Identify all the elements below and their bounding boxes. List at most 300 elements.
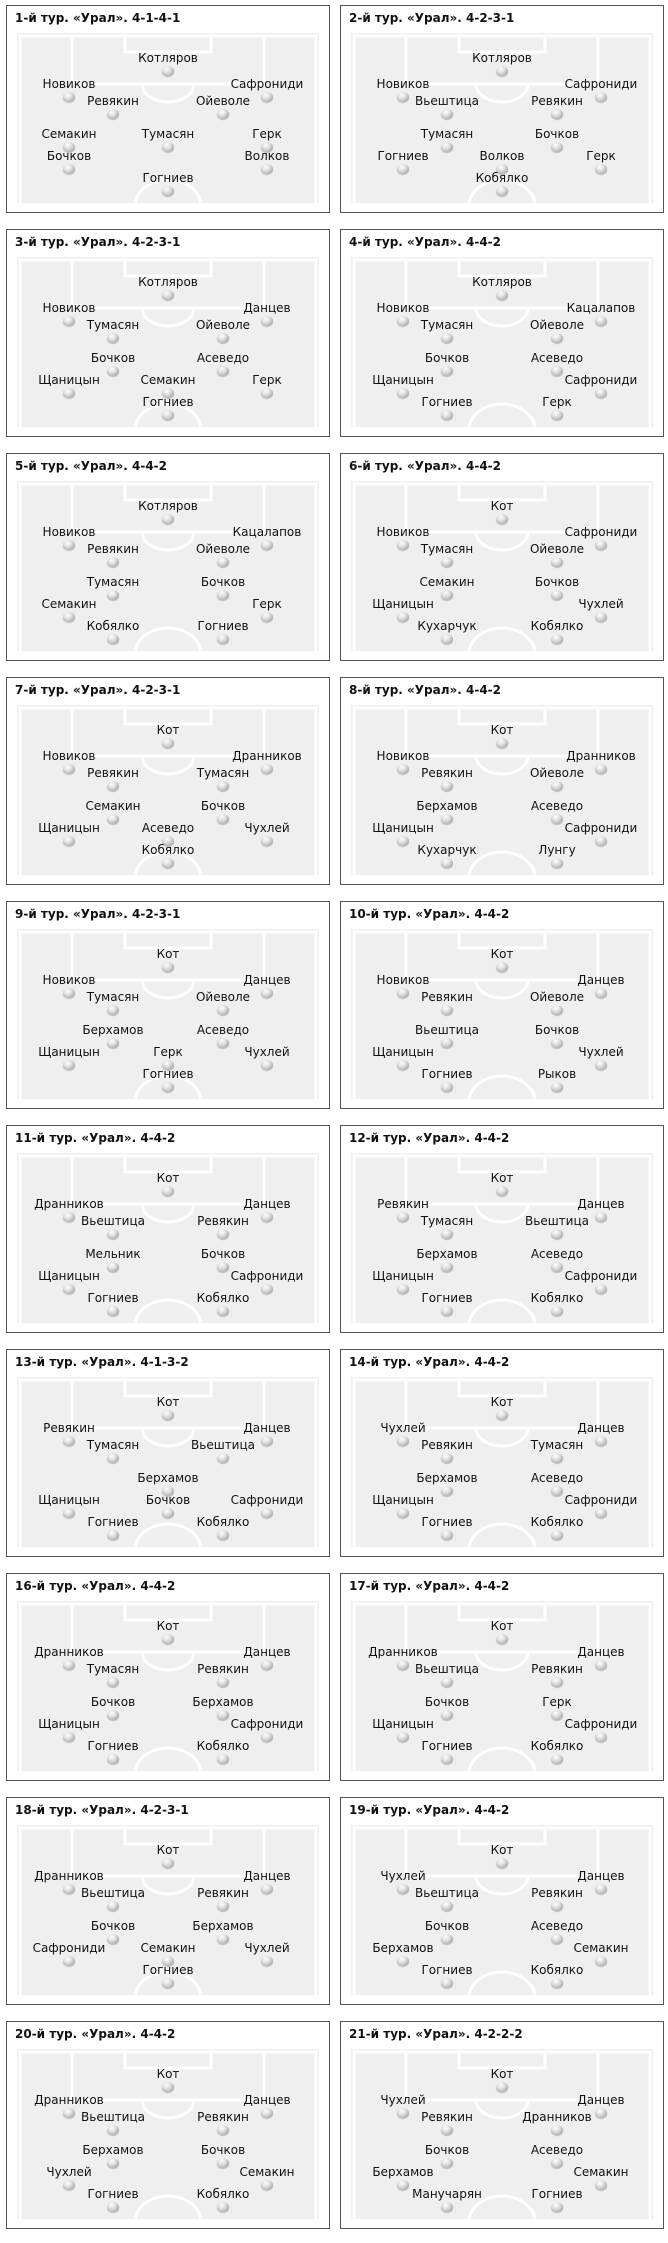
player-dot-icon (551, 2202, 563, 2212)
player-name: Ревякин (87, 766, 139, 780)
player-dot-icon (261, 164, 273, 174)
player-name: Гогниев (87, 1291, 139, 1305)
player-marker (372, 1941, 434, 1962)
player-dot-icon (261, 388, 273, 398)
player-name: Бочков (424, 351, 470, 365)
player-dot-icon (496, 962, 508, 972)
player-marker (81, 1886, 145, 1907)
pitch (351, 1153, 653, 1323)
player-name: Чухлей (578, 1045, 624, 1059)
player-dot-icon (551, 781, 563, 791)
player-dot-icon (261, 764, 273, 774)
player-marker (421, 1515, 473, 1536)
player-dot-icon (397, 2180, 409, 2190)
lineup-card (340, 1573, 664, 1781)
player-dot-icon (217, 333, 229, 343)
player-dot-icon (107, 1306, 119, 1316)
player-name: Гогниев (87, 2187, 139, 2201)
player-dot-icon (595, 2108, 607, 2118)
player-marker (479, 149, 525, 170)
player-marker (200, 2143, 246, 2164)
player-dot-icon (217, 1306, 229, 1316)
player-name: Кот (490, 1843, 514, 1857)
player-marker (239, 2165, 295, 2186)
player-marker (380, 1421, 426, 1442)
player-marker (243, 1197, 291, 1218)
player-dot-icon (162, 290, 174, 300)
player-name: Бочков (46, 149, 92, 163)
player-name: Данцев (243, 1645, 291, 1659)
player-marker (197, 1214, 249, 1235)
player-marker (156, 1171, 180, 1192)
player-marker (140, 373, 196, 394)
player-marker (243, 301, 291, 322)
player-marker (530, 2143, 584, 2164)
player-marker (415, 1662, 479, 1683)
player-marker (38, 373, 100, 394)
player-dot-icon (63, 92, 75, 102)
player-name: Щаницын (38, 821, 100, 835)
player-name: Сафрониди (564, 1493, 638, 1507)
player-marker (196, 1291, 250, 1312)
player-dot-icon (63, 1060, 75, 1070)
player-name: Кот (490, 1619, 514, 1633)
player-marker (252, 597, 282, 618)
player-marker (372, 821, 434, 842)
player-marker (42, 973, 96, 994)
player-dot-icon (397, 1436, 409, 1446)
player-dot-icon (441, 634, 453, 644)
player-dot-icon (595, 1436, 607, 1446)
player-marker (380, 2093, 426, 2114)
player-dot-icon (397, 540, 409, 550)
player-name: Гогниев (197, 619, 249, 633)
player-name: Асеведо (530, 1919, 584, 1933)
player-name: Данцев (577, 2093, 625, 2107)
player-marker (490, 723, 514, 744)
player-marker (230, 77, 304, 98)
player-dot-icon (551, 333, 563, 343)
player-marker (142, 1067, 194, 1088)
player-name: Берхамов (137, 1471, 199, 1485)
player-dot-icon (63, 612, 75, 622)
player-marker (475, 171, 529, 192)
player-name: Сафрониди (32, 1941, 106, 1955)
player-dot-icon (261, 1956, 273, 1966)
player-marker (192, 1919, 254, 1940)
player-marker (421, 1291, 473, 1312)
player-dot-icon (551, 366, 563, 376)
player-dot-icon (63, 164, 75, 174)
player-marker (421, 990, 473, 1011)
player-marker (196, 351, 250, 372)
player-name: Сафрониди (230, 77, 304, 91)
pitch (17, 257, 319, 427)
player-dot-icon (551, 2158, 563, 2168)
player-name: Гогниев (142, 395, 194, 409)
player-dot-icon (441, 814, 453, 824)
player-dot-icon (397, 388, 409, 398)
lineup-title: 11-й тур. «Урал». 4-4-2 (15, 1131, 176, 1145)
player-dot-icon (595, 540, 607, 550)
player-dot-icon (441, 1229, 453, 1239)
player-name: Гогниев (377, 149, 429, 163)
player-name: Ойеволе (529, 542, 585, 556)
player-dot-icon (441, 1005, 453, 1015)
player-dot-icon (551, 1901, 563, 1911)
lineup-title: 20-й тур. «Урал». 4-4-2 (15, 2027, 176, 2041)
player-dot-icon (107, 590, 119, 600)
player-dot-icon (217, 1754, 229, 1764)
player-marker (156, 947, 180, 968)
pitch (17, 1153, 319, 1323)
player-dot-icon (551, 1978, 563, 1988)
player-name: Ревякин (421, 766, 473, 780)
player-marker (417, 843, 477, 864)
player-marker (577, 2093, 625, 2114)
player-name: Ойеволе (529, 990, 585, 1004)
player-dot-icon (107, 1901, 119, 1911)
player-marker (34, 1645, 104, 1666)
player-name: Семакин (41, 597, 97, 611)
player-dot-icon (441, 1978, 453, 1988)
player-name: Щаницын (372, 1717, 434, 1731)
player-name: Ревякин (197, 2110, 249, 2124)
player-name: Гогниев (421, 395, 473, 409)
player-marker (415, 1886, 479, 1907)
player-dot-icon (496, 2082, 508, 2092)
player-dot-icon (595, 1060, 607, 1070)
player-dot-icon (107, 1677, 119, 1687)
player-name: Гогниев (87, 1739, 139, 1753)
player-name: Новиков (376, 77, 430, 91)
player-marker (415, 94, 479, 115)
player-marker (38, 1717, 100, 1738)
player-name: Гогниев (87, 1515, 139, 1529)
player-dot-icon (63, 1436, 75, 1446)
player-marker (530, 1291, 584, 1312)
player-marker (586, 149, 616, 170)
player-dot-icon (107, 1453, 119, 1463)
player-marker (230, 1717, 304, 1738)
lineup-card (340, 1797, 664, 2005)
player-dot-icon (441, 1486, 453, 1496)
player-name: Асеведо (196, 351, 250, 365)
player-dot-icon (551, 410, 563, 420)
player-dot-icon (595, 92, 607, 102)
player-dot-icon (217, 1677, 229, 1687)
player-name: Новиков (376, 973, 430, 987)
pitch (351, 1377, 653, 1547)
player-name: Дранников (566, 749, 636, 763)
player-name: Кобялко (196, 2187, 250, 2201)
player-marker (230, 1493, 304, 1514)
player-marker (530, 351, 584, 372)
player-dot-icon (551, 557, 563, 567)
player-marker (196, 1515, 250, 1536)
player-name: Кот (156, 947, 180, 961)
player-dot-icon (217, 557, 229, 567)
player-dot-icon (217, 590, 229, 600)
player-marker (38, 1045, 100, 1066)
player-dot-icon (397, 836, 409, 846)
player-name: Асеведо (530, 351, 584, 365)
player-marker (197, 1886, 249, 1907)
player-marker (87, 1515, 139, 1536)
player-name: Бочков (145, 1493, 191, 1507)
player-marker (490, 1619, 514, 1640)
player-marker (145, 1493, 191, 1514)
player-dot-icon (441, 858, 453, 868)
player-name: Кухарчук (417, 843, 477, 857)
player-dot-icon (441, 1677, 453, 1687)
player-name: Кобялко (530, 1515, 584, 1529)
player-name: Кобялко (530, 619, 584, 633)
lineup-title: 18-й тур. «Урал». 4-2-3-1 (15, 1803, 189, 1817)
player-name: Тумасян (86, 1438, 140, 1452)
player-name: Бочков (534, 127, 580, 141)
player-name: Сафрониди (564, 77, 638, 91)
player-marker (43, 1421, 95, 1442)
player-dot-icon (107, 634, 119, 644)
player-marker (156, 1619, 180, 1640)
player-dot-icon (107, 1038, 119, 1048)
player-name: Кот (490, 499, 514, 513)
player-dot-icon (107, 2125, 119, 2135)
player-name: Бочков (200, 2143, 246, 2157)
player-name: Асеведо (530, 799, 584, 813)
player-name: Кобялко (530, 1739, 584, 1753)
player-dot-icon (551, 590, 563, 600)
player-name: Сафрониди (564, 373, 638, 387)
player-name: Кот (490, 723, 514, 737)
player-dot-icon (441, 1901, 453, 1911)
player-dot-icon (595, 612, 607, 622)
player-name: Кот (156, 1619, 180, 1633)
player-dot-icon (551, 1005, 563, 1015)
player-name: Чухлей (380, 1869, 426, 1883)
player-name: Щаницын (372, 1269, 434, 1283)
player-name: Гогниев (421, 1963, 473, 1977)
player-dot-icon (397, 1212, 409, 1222)
player-marker (412, 2187, 482, 2208)
player-dot-icon (217, 109, 229, 119)
pitch (17, 33, 319, 203)
player-dot-icon (63, 1660, 75, 1670)
player-name: Дранников (34, 1869, 104, 1883)
player-marker (86, 619, 140, 640)
player-marker (534, 1023, 580, 1044)
player-name: Вьештица (415, 1023, 479, 1037)
player-marker (197, 619, 249, 640)
player-marker (372, 1493, 434, 1514)
player-dot-icon (595, 2180, 607, 2190)
lineup-card (340, 2021, 664, 2229)
player-name: Щаницын (38, 1269, 100, 1283)
lineup-title: 19-й тур. «Урал». 4-4-2 (349, 1803, 510, 1817)
player-dot-icon (162, 142, 174, 152)
player-dot-icon (551, 1710, 563, 1720)
player-marker (421, 1438, 473, 1459)
player-name: Вьештица (415, 1886, 479, 1900)
player-dot-icon (261, 2180, 273, 2190)
player-name: Берхамов (372, 2165, 434, 2179)
player-marker (41, 597, 97, 618)
player-name: Котляров (472, 275, 532, 289)
player-marker (416, 1247, 478, 1268)
player-dot-icon (107, 366, 119, 376)
lineup-title: 17-й тур. «Урал». 4-4-2 (349, 1579, 510, 1593)
player-name: Дранников (34, 2093, 104, 2107)
player-name: Берхамов (192, 1695, 254, 1709)
player-dot-icon (107, 1934, 119, 1944)
player-marker (81, 2110, 145, 2131)
player-marker (86, 318, 140, 339)
player-dot-icon (261, 836, 273, 846)
player-name: Кобялко (196, 1515, 250, 1529)
player-dot-icon (551, 1754, 563, 1764)
player-marker (490, 947, 514, 968)
player-dot-icon (397, 1660, 409, 1670)
player-marker (566, 749, 636, 770)
player-name: Гогниев (421, 1515, 473, 1529)
player-name: Щаницын (372, 373, 434, 387)
player-marker (196, 2187, 250, 2208)
player-name: Дранников (368, 1645, 438, 1659)
player-name: Данцев (577, 1421, 625, 1435)
player-dot-icon (496, 1410, 508, 1420)
player-name: Щаницын (372, 821, 434, 835)
player-dot-icon (595, 1660, 607, 1670)
player-marker (244, 821, 290, 842)
player-name: Кот (490, 2067, 514, 2081)
player-marker (421, 395, 473, 416)
player-name: Кобялко (196, 1739, 250, 1753)
player-dot-icon (551, 2125, 563, 2135)
player-marker (195, 542, 251, 563)
player-name: Новиков (42, 525, 96, 539)
player-name: Ревякин (43, 1421, 95, 1435)
player-dot-icon (595, 764, 607, 774)
player-dot-icon (261, 1884, 273, 1894)
player-marker (90, 351, 136, 372)
player-marker (191, 1438, 255, 1459)
pitch (17, 1377, 319, 1547)
player-name: Герк (252, 373, 282, 387)
player-name: Вьештица (81, 1886, 145, 1900)
player-name: Гогниев (142, 1963, 194, 1977)
player-marker (529, 542, 585, 563)
player-marker (156, 1395, 180, 1416)
player-dot-icon (162, 1978, 174, 1988)
player-marker (490, 2067, 514, 2088)
player-marker (376, 77, 430, 98)
player-marker (372, 597, 434, 618)
player-name: Асеведо (530, 1247, 584, 1261)
player-dot-icon (63, 540, 75, 550)
player-name: Тумасян (86, 318, 140, 332)
player-marker (564, 1269, 638, 1290)
player-name: Берхамов (82, 2143, 144, 2157)
player-marker (525, 1214, 589, 1235)
player-marker (42, 77, 96, 98)
player-dot-icon (63, 1508, 75, 1518)
player-name: Дранников (232, 749, 302, 763)
player-dot-icon (496, 738, 508, 748)
player-dot-icon (63, 988, 75, 998)
player-marker (415, 1023, 479, 1044)
player-marker (86, 990, 140, 1011)
player-marker (87, 94, 139, 115)
player-marker (421, 1067, 473, 1088)
player-name: Берхамов (82, 1023, 144, 1037)
player-name: Гогниев (421, 1067, 473, 1081)
player-dot-icon (441, 1038, 453, 1048)
player-dot-icon (217, 1934, 229, 1944)
player-marker (564, 525, 638, 546)
player-name: Сафрониди (564, 1269, 638, 1283)
player-name: Данцев (243, 973, 291, 987)
player-marker (42, 749, 96, 770)
player-marker (522, 2110, 592, 2131)
player-marker (377, 149, 429, 170)
player-marker (417, 619, 477, 640)
player-marker (195, 318, 251, 339)
player-name: Новиков (376, 301, 430, 315)
player-marker (141, 821, 195, 842)
pitch (17, 929, 319, 1099)
player-name: Бочков (90, 351, 136, 365)
player-dot-icon (595, 988, 607, 998)
player-marker (490, 1395, 514, 1416)
player-dot-icon (162, 1634, 174, 1644)
player-name: Данцев (243, 1197, 291, 1211)
player-marker (156, 2067, 180, 2088)
player-name: Кот (156, 1395, 180, 1409)
player-marker (380, 1869, 426, 1890)
player-marker (421, 1963, 473, 1984)
player-marker (564, 1493, 638, 1514)
lineup-title: 5-й тур. «Урал». 4-4-2 (15, 459, 167, 473)
player-marker (531, 1886, 583, 1907)
player-dot-icon (217, 1453, 229, 1463)
player-dot-icon (162, 514, 174, 524)
player-dot-icon (162, 1508, 174, 1518)
player-name: Щаницын (38, 373, 100, 387)
player-name: Ревякин (531, 94, 583, 108)
player-name: Ревякин (531, 1886, 583, 1900)
pitch (17, 481, 319, 651)
player-dot-icon (551, 1262, 563, 1272)
player-name: Чухлей (578, 597, 624, 611)
player-dot-icon (107, 1530, 119, 1540)
lineup-title: 12-й тур. «Урал». 4-4-2 (349, 1131, 510, 1145)
player-name: Дранников (34, 1645, 104, 1659)
player-dot-icon (397, 764, 409, 774)
player-marker (87, 542, 139, 563)
player-marker (472, 51, 532, 72)
player-dot-icon (162, 1186, 174, 1196)
player-marker (200, 1247, 246, 1268)
player-name: Берхамов (416, 799, 478, 813)
player-marker (416, 1471, 478, 1492)
player-marker (34, 2093, 104, 2114)
player-marker (421, 2110, 473, 2131)
player-dot-icon (162, 410, 174, 420)
player-name: Щаницын (372, 597, 434, 611)
player-name: Данцев (243, 2093, 291, 2107)
player-marker (81, 1214, 145, 1235)
